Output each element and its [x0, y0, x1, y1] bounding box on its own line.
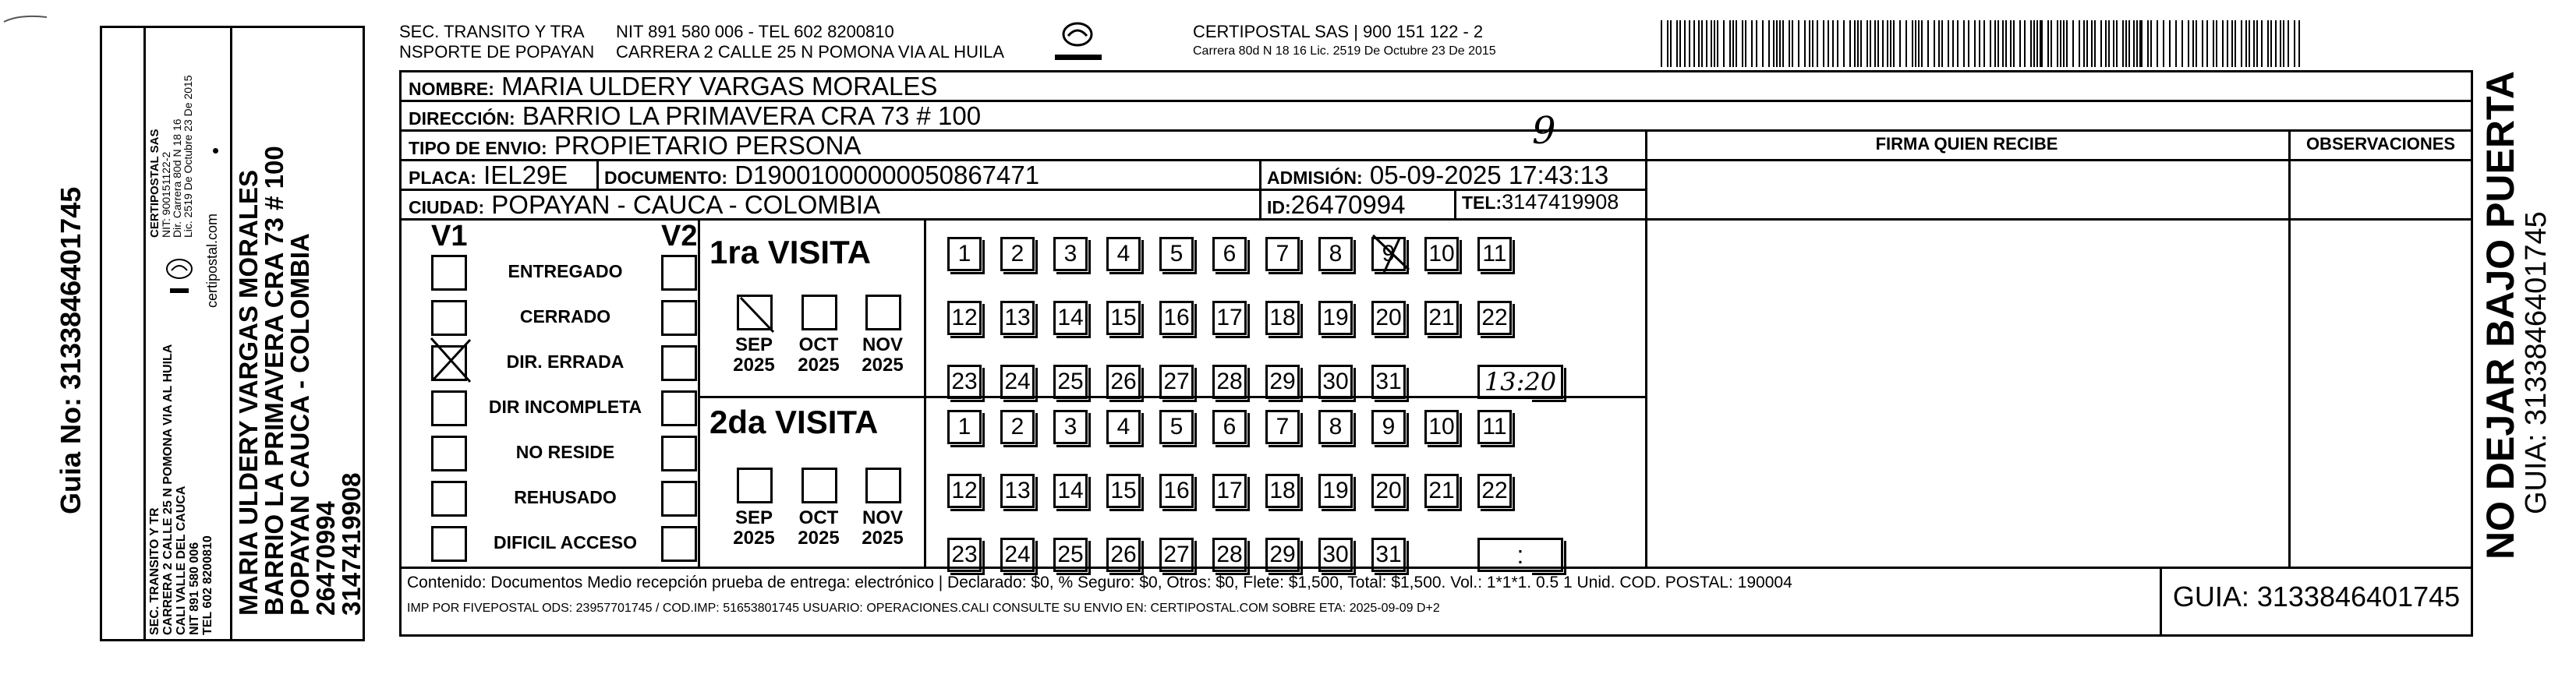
visit1-day-box[interactable]: 23	[947, 365, 982, 399]
visit1-day-box[interactable]: 31	[1371, 365, 1406, 399]
documento-field: DOCUMENTO: D19001000000050867471	[604, 161, 1040, 189]
visit2-day-box[interactable]: 22	[1477, 474, 1512, 508]
visit1-day-box[interactable]: 13	[1000, 301, 1035, 335]
observaciones-header: OBSERVACIONES	[2305, 134, 2456, 154]
visit1-day-box[interactable]: 6	[1212, 237, 1247, 271]
visit1-time-box[interactable]: 13:20	[1477, 365, 1563, 399]
visit2-day-box[interactable]: 12	[947, 474, 982, 508]
corner-mark	[0, 0, 55, 31]
visit1-month-label: SEP 2025	[733, 334, 775, 376]
admision-field: ADMISIÓN: 05-09-2025 17:43:13	[1267, 161, 1609, 189]
tipo-envio-field: TIPO DE ENVIO: PROPIETARIO PERSONA	[409, 131, 862, 160]
visit2-day-box[interactable]: 15	[1106, 474, 1141, 508]
v2-checkbox[interactable]	[661, 526, 697, 562]
v2-label: V2	[661, 220, 698, 252]
visit2-day-box[interactable]: 16	[1159, 474, 1194, 508]
tel-field: TEL:3147419908	[1462, 190, 1619, 214]
reason-label: ENTREGADO	[508, 261, 623, 281]
checked-mark-icon	[734, 291, 781, 338]
reason-label: DIFICIL ACCESO	[493, 532, 637, 553]
visit1-day-box[interactable]: 26	[1106, 365, 1141, 399]
no-dejar-bajo-puerta: NO DEJAR BAJO PUERTA	[2479, 71, 2522, 560]
visit2-day-box[interactable]: 30	[1318, 538, 1353, 572]
direccion-field: DIRECCIÓN: BARRIO LA PRIMAVERA CRA 73 # 100	[409, 101, 982, 130]
visit1-day-box[interactable]: 20	[1371, 301, 1406, 335]
visit1-day-box[interactable]: 25	[1053, 365, 1088, 399]
visit2-day-box[interactable]: 11	[1477, 410, 1512, 444]
visit2-day-box[interactable]: 25	[1053, 538, 1088, 572]
visit2-month-label: SEP 2025	[733, 507, 775, 549]
dot-mark	[213, 148, 218, 154]
handwritten-mark: 9	[1532, 109, 1556, 153]
stub-web: certipostal.com	[204, 213, 220, 308]
reason-label: CERRADO	[519, 306, 611, 327]
visit2-day-box[interactable]: 14	[1053, 474, 1088, 508]
visit2-month-box[interactable]	[865, 468, 901, 503]
firma-header: FIRMA QUIEN RECIBE	[1875, 134, 2058, 154]
placa-field: PLACA: IEL29E	[409, 161, 568, 189]
visit1-month-label: OCT 2025	[798, 334, 840, 376]
visit1-day-box[interactable]: 15	[1106, 301, 1141, 335]
visit1-day-box[interactable]: 3	[1053, 237, 1088, 271]
visit2-day-box[interactable]: 27	[1159, 538, 1194, 572]
visit2-day-box[interactable]: 28	[1212, 538, 1247, 572]
visit1-day-box[interactable]: 11	[1477, 237, 1512, 271]
visit1-day-box[interactable]: 27	[1159, 365, 1194, 399]
visit2-day-box[interactable]: 10	[1424, 410, 1459, 444]
visit2-day-box[interactable]: 19	[1318, 474, 1353, 508]
visit1-day-box[interactable]: 17	[1212, 301, 1247, 335]
visit2-time-box[interactable]: :	[1477, 538, 1563, 572]
visit2-day-box[interactable]: 17	[1212, 474, 1247, 508]
barcode	[1661, 20, 2308, 67]
v1-checkbox[interactable]	[431, 300, 467, 336]
header-sender: SEC. TRANSITO Y TRA NSPORTE DE POPAYAN	[399, 22, 595, 62]
stub-guia-number: Guia No: 3133846401745	[55, 186, 87, 514]
ciudad-field: CIUDAD: POPAYAN - CAUCA - COLOMBIA	[409, 190, 881, 219]
visit2-title: 2da VISITA	[709, 404, 879, 440]
visit2-day-box[interactable]: 5	[1159, 410, 1194, 444]
v2-checkbox[interactable]	[661, 300, 697, 336]
visit2-month-label: OCT 2025	[798, 507, 840, 549]
reason-label: DIR INCOMPLETA	[488, 397, 642, 417]
footer-line-1: Contenido: Documentos Medio recepción prueba de entrega: electrónico | Declarado: $0, % Seguro: $0, Otros: $0, Flete: $1,500, Total: $1,500. Vol.: 1*1*1. 0.5 1 Unid. COD. POSTAL: 190004	[407, 574, 1792, 591]
visit2-day-box[interactable]: 2	[1000, 410, 1035, 444]
visit1-month-label: NOV 2025	[862, 334, 904, 376]
visit2-day-box[interactable]: 26	[1106, 538, 1141, 572]
footer-guia: GUIA: 3133846401745	[2172, 581, 2461, 613]
v1-checkbox[interactable]	[431, 526, 467, 562]
visit2-day-box[interactable]: 7	[1265, 410, 1300, 444]
reason-label: DIR. ERRADA	[506, 351, 625, 372]
visit1-day-box[interactable]: 22	[1477, 301, 1512, 335]
visit1-day-box[interactable]: 18	[1265, 301, 1300, 335]
reason-label: NO RESIDE	[515, 442, 615, 462]
visit1-title: 1ra VISITA	[709, 234, 871, 270]
v2-checkbox[interactable]	[661, 390, 697, 426]
header-address: NIT 891 580 006 - TEL 602 8200810 CARRERA 2 CALLE 25 N POMONA VIA AL HUILA	[616, 22, 1005, 62]
side-guia: GUIA: 3133846401745	[2520, 211, 2553, 514]
visit2-day-box[interactable]: 18	[1265, 474, 1300, 508]
visit1-month-box[interactable]	[801, 295, 837, 330]
v2-checkbox[interactable]	[661, 436, 697, 471]
visit1-day-box[interactable]: 28	[1212, 365, 1247, 399]
visit1-day-box[interactable]: 16	[1159, 301, 1194, 335]
visit2-month-label: NOV 2025	[862, 507, 904, 549]
visit2-day-box[interactable]: 6	[1212, 410, 1247, 444]
visit1-day-box[interactable]: 21	[1424, 301, 1459, 335]
visit2-day-box[interactable]: 24	[1000, 538, 1035, 572]
visit1-day-box[interactable]: 30	[1318, 365, 1353, 399]
visit2-day-box[interactable]: 20	[1371, 474, 1406, 508]
visit2-month-box[interactable]	[737, 468, 773, 503]
id-field: ID:26470994	[1267, 190, 1406, 219]
visit1-day-box[interactable]: 29	[1265, 365, 1300, 399]
visit2-month-box[interactable]	[801, 468, 837, 503]
visit1-day-box[interactable]: 14	[1053, 301, 1088, 335]
visit1-day-box[interactable]: 7	[1265, 237, 1300, 271]
visit2-day-box[interactable]: 23	[947, 538, 982, 572]
visit1-day-box[interactable]: 10	[1424, 237, 1459, 271]
v1-checkbox[interactable]	[431, 481, 467, 517]
visit2-day-box[interactable]: 9	[1371, 410, 1406, 444]
visit1-month-box[interactable]	[865, 295, 901, 330]
visit1-day-box[interactable]: 5	[1159, 237, 1194, 271]
header-courier: CERTIPOSTAL SAS | 900 151 122 - 2 Carrera 80d N 18 16 Lic. 2519 De Octubre 23 De 2015	[1193, 22, 1496, 58]
visit2-day-box[interactable]: 21	[1424, 474, 1459, 508]
checked-mark-icon	[425, 334, 479, 388]
visit2-day-box[interactable]: 3	[1053, 410, 1088, 444]
visit1-day-box[interactable]: 24	[1000, 365, 1035, 399]
visit1-day-box[interactable]: 8	[1318, 237, 1353, 271]
visit2-day-box[interactable]: 29	[1265, 538, 1300, 572]
v2-checkbox[interactable]	[661, 345, 697, 381]
visit2-day-box[interactable]: 8	[1318, 410, 1353, 444]
reason-label: REHUSADO	[514, 487, 617, 507]
certipostal-logo-icon	[1049, 17, 1107, 65]
footer-line-2: IMP POR FIVEPOSTAL ODS: 23957701745 / COD.IMP: 51653801745 USUARIO: OPERACIONES.CALI CONSULTE SU ENVIO EN: CERTIPOSTAL.COM SOBRE ETA: 2025-09-09 D+2	[407, 602, 1440, 615]
visit2-day-box[interactable]: 31	[1371, 538, 1406, 572]
v2-checkbox[interactable]	[661, 255, 697, 291]
checked-mark-icon	[1368, 231, 1415, 277]
nombre-field: NOMBRE: MARIA ULDERY VARGAS MORALES	[409, 72, 938, 101]
courier-logo-icon	[164, 253, 195, 308]
v2-checkbox[interactable]	[661, 481, 697, 517]
visit1-day-box[interactable]: 1	[947, 237, 982, 271]
v1-checkbox[interactable]	[431, 436, 467, 471]
visit1-day-box[interactable]: 4	[1106, 237, 1141, 271]
v1-label: V1	[431, 220, 468, 252]
visit1-day-box[interactable]: 9	[1371, 237, 1406, 271]
visit2-day-box[interactable]: 13	[1000, 474, 1035, 508]
visit1-day-box[interactable]: 2	[1000, 237, 1035, 271]
visit2-day-box[interactable]: 1	[947, 410, 982, 444]
visit1-day-box[interactable]: 12	[947, 301, 982, 335]
visit2-day-box[interactable]: 4	[1106, 410, 1141, 444]
v1-checkbox[interactable]	[431, 390, 467, 426]
v1-checkbox[interactable]	[431, 255, 467, 291]
visit1-day-box[interactable]: 19	[1318, 301, 1353, 335]
